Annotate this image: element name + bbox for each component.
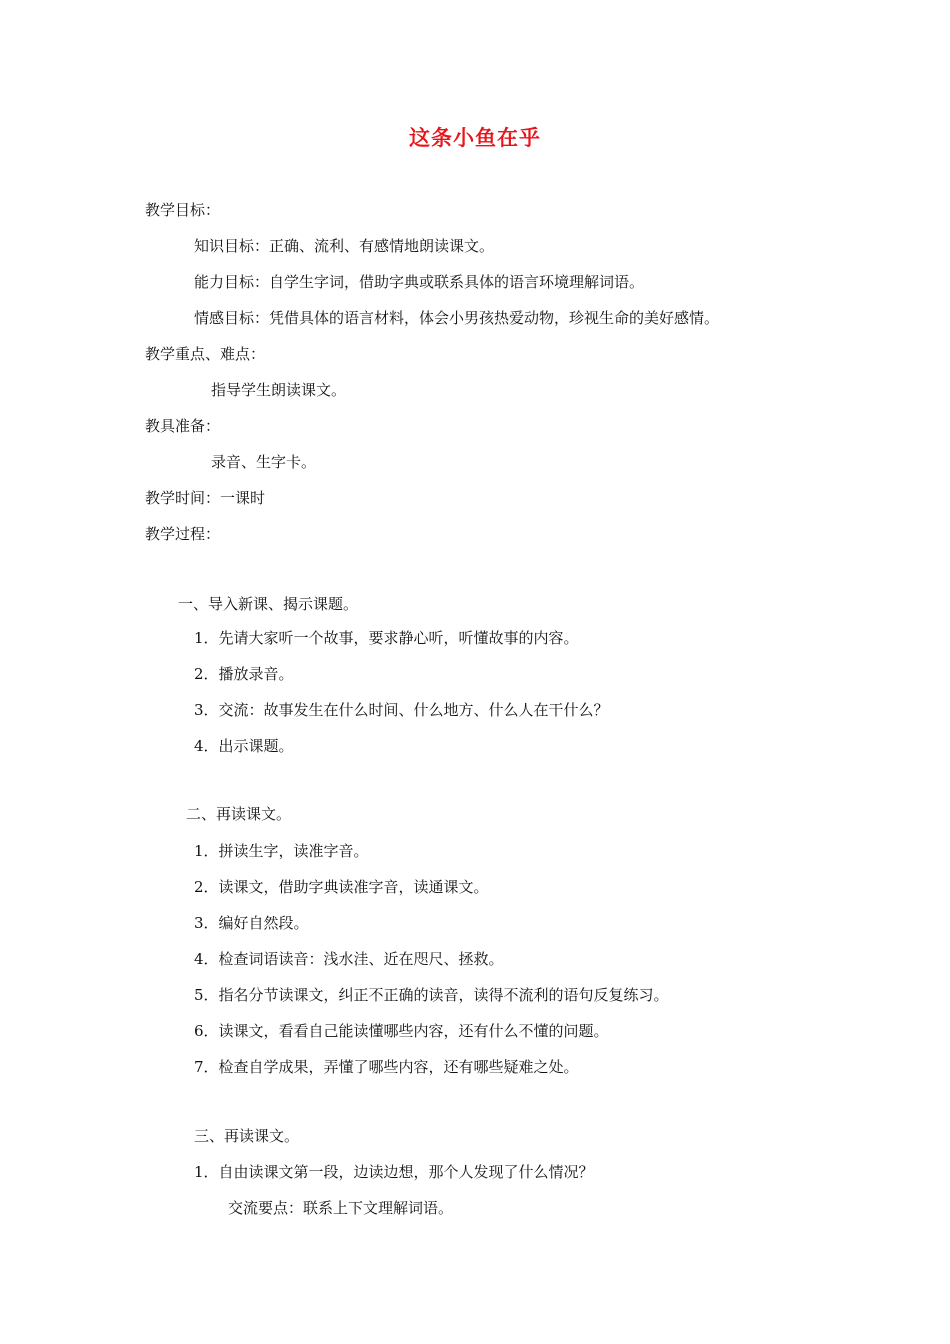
list-item: 4．检查词语读音：浅水洼、近在咫尺、拯救。 xyxy=(194,950,504,968)
list-item: 4．出示课题。 xyxy=(194,737,294,755)
document-title: 这条小鱼在乎 xyxy=(409,125,541,150)
section3-heading: 三、再读课文。 xyxy=(194,1127,300,1145)
tools-heading: 教具准备： xyxy=(145,417,221,435)
list-item: 3．交流：故事发生在什么时间、什么地方、什么人在干什么？ xyxy=(194,701,609,719)
list-item: 2．读课文，借助字典读准字音，读通课文。 xyxy=(194,878,489,896)
section3-note: 交流要点：联系上下文理解词语。 xyxy=(228,1199,454,1217)
list-item: 5．指名分节读课文，纠正不正确的读音，读得不流利的语句反复练习。 xyxy=(194,986,669,1004)
objective-emotion: 情感目标：凭借具体的语言材料，体会小男孩热爱动物，珍视生命的美好感情。 xyxy=(194,309,720,327)
tools-content: 录音、生字卡。 xyxy=(211,453,317,471)
objective-knowledge: 知识目标：正确、流利、有感情地朗读课文。 xyxy=(194,237,495,255)
key-points-heading: 教学重点、难点： xyxy=(145,345,266,363)
list-item: 1．拼读生字，读准字音。 xyxy=(194,842,369,860)
list-item: 2．播放录音。 xyxy=(194,665,294,683)
list-item: 1．自由读课文第一段，边读边想，那个人发现了什么情况？ xyxy=(194,1163,594,1181)
list-item: 1．先请大家听一个故事，要求静心听，听懂故事的内容。 xyxy=(194,629,579,647)
teaching-time: 教学时间：一课时 xyxy=(145,489,266,507)
key-points-content: 指导学生朗读课文。 xyxy=(211,381,347,399)
list-item: 6．读课文，看看自己能读懂哪些内容，还有什么不懂的问题。 xyxy=(194,1022,609,1040)
section2-heading: 二、再读课文。 xyxy=(186,805,292,823)
objective-ability: 能力目标：自学生字词，借助字典或联系具体的语言环境理解词语。 xyxy=(194,273,645,291)
section1-heading: 一、导入新课、揭示课题。 xyxy=(178,595,359,613)
list-item: 3．编好自然段。 xyxy=(194,914,309,932)
list-item: 7．检查自学成果，弄懂了哪些内容，还有哪些疑难之处。 xyxy=(194,1058,579,1076)
objectives-heading: 教学目标： xyxy=(145,201,221,219)
process-heading: 教学过程： xyxy=(145,525,221,543)
